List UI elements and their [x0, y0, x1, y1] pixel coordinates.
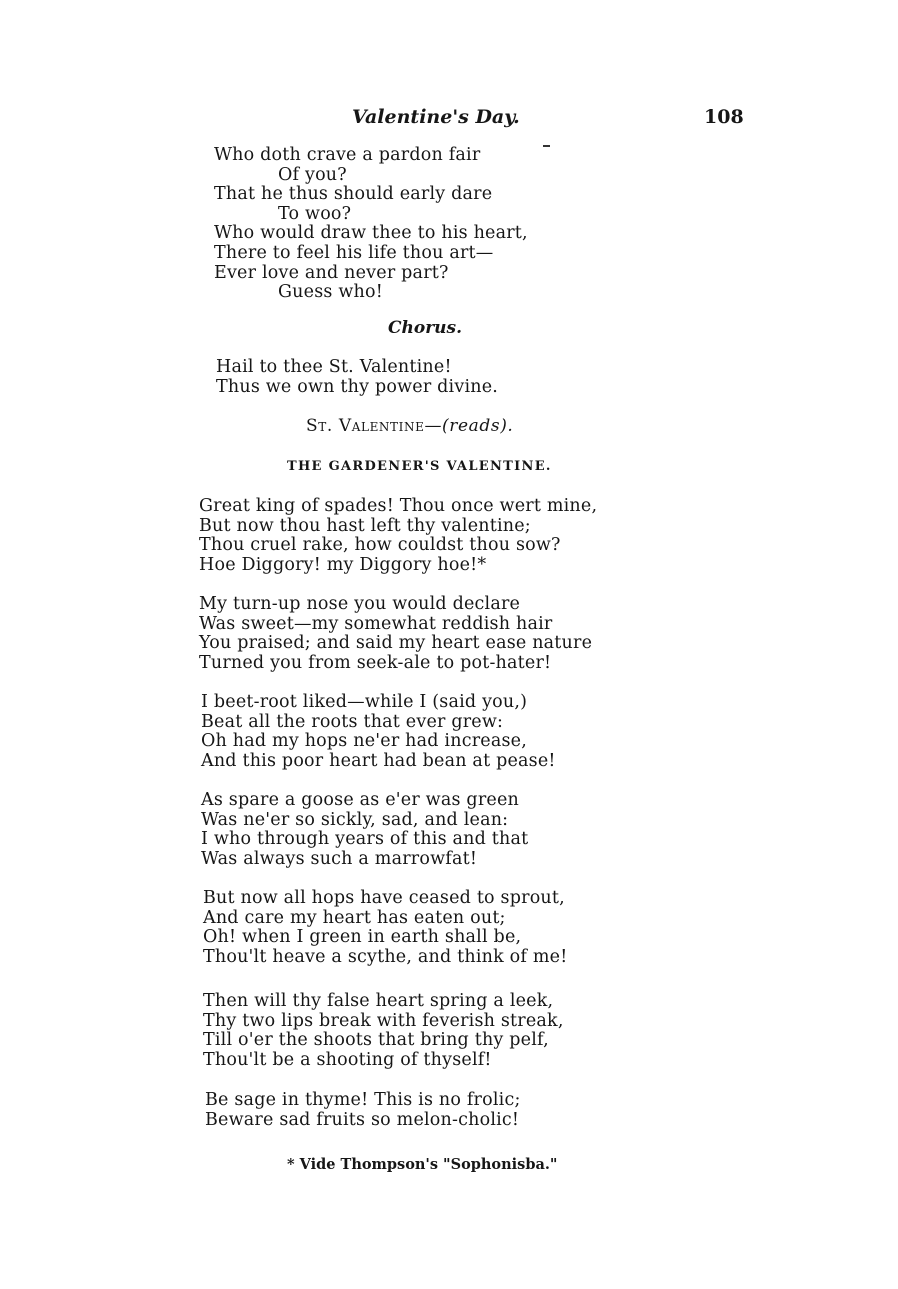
- verse-line: That he thus should early dare: [214, 184, 493, 205]
- verse-line: Thou cruel rake, how couldst thou sow?: [199, 535, 561, 556]
- verse-line: Of you?: [278, 164, 347, 185]
- stage-direction: —(reads).: [424, 416, 514, 436]
- poem-stanza-1: [199, 497, 597, 575]
- poem-stanza-5: [203, 889, 567, 967]
- speaker-name: St. Valentine: [306, 416, 425, 436]
- poem-stanza-2: [199, 595, 592, 673]
- verse-line: Till o'er the shoots that bring thy pelf,: [203, 1030, 549, 1051]
- poem-stanza-4: [201, 791, 528, 869]
- speaker-direction: [306, 416, 513, 436]
- verse-line: I who through years of this and that: [201, 829, 529, 850]
- footnote: * Vide Thompson's "Sophonisba.": [287, 1156, 558, 1173]
- verse-line: Thus we own thy power divine.: [216, 376, 499, 397]
- running-header-title: Valentine's Day.: [352, 106, 520, 128]
- verse-line: Was ne'er so sickly, sad, and lean:: [201, 809, 509, 830]
- verse-line: Hoe Diggory! my Diggory hoe!*: [199, 554, 487, 575]
- opening-stanza: [214, 146, 528, 303]
- chorus-heading: Chorus.: [388, 318, 463, 338]
- verse-line: My turn-up nose you would declare: [199, 594, 521, 614]
- poem-stanza-3: [201, 693, 556, 771]
- verse-line: Then will thy false heart spring a leek,: [203, 991, 554, 1011]
- verse-line: Oh had my hops ne'er had increase,: [201, 731, 527, 752]
- poem-title: THE GARDENER'S VALENTINE.: [287, 459, 552, 474]
- verse-line: Beat all the roots that ever grew:: [201, 711, 504, 732]
- verse-line: Hail to thee St. Valentine!: [216, 357, 452, 377]
- verse-line: Was always such a marrowfat!: [201, 848, 478, 869]
- verse-line: Great king of spades! Thou once wert mine,: [199, 496, 598, 516]
- stray-mark: [543, 145, 550, 147]
- verse-line: You praised; and said my heart ease nature: [199, 633, 593, 654]
- verse-line: Ever love and never part?: [214, 262, 449, 283]
- verse-line: And this poor heart had bean at pease!: [201, 750, 556, 771]
- verse-line: To woo?: [278, 203, 352, 224]
- poem-stanza-6: [203, 992, 564, 1070]
- verse-line: Thy two lips break with feverish streak,: [203, 1010, 564, 1031]
- verse-line: Thou'lt heave a scythe, and think of me!: [203, 946, 568, 967]
- verse-line: And care my heart has eaten out;: [203, 907, 506, 928]
- verse-line: I beet-root liked—while I (said you,): [201, 692, 528, 712]
- verse-line: But now all hops have ceased to sprout,: [203, 888, 565, 908]
- page-number: 108: [704, 106, 744, 128]
- verse-line: Was sweet—my somewhat reddish hair: [199, 613, 553, 634]
- verse-line: Beware sad fruits so melon-cholic!: [205, 1109, 520, 1130]
- verse-line: Be sage in thyme! This is no frolic;: [205, 1090, 521, 1110]
- verse-line: Who doth crave a pardon fair: [214, 145, 481, 165]
- poem-stanza-7: [205, 1091, 521, 1130]
- verse-line: Turned you from seek-ale to pot-hater!: [199, 652, 552, 673]
- verse-line: As spare a goose as e'er was green: [201, 790, 519, 810]
- verse-line: Guess who!: [278, 282, 383, 303]
- chorus-stanza: [216, 358, 498, 397]
- verse-line: Who would draw thee to his heart,: [214, 223, 528, 244]
- verse-line: Oh! when I green in earth shall be,: [203, 927, 522, 948]
- verse-line: Thou'lt be a shooting of thyself!: [203, 1049, 492, 1070]
- verse-line: But now thou hast left thy valentine;: [199, 515, 531, 536]
- verse-line: There to feel his life thou art—: [214, 242, 494, 263]
